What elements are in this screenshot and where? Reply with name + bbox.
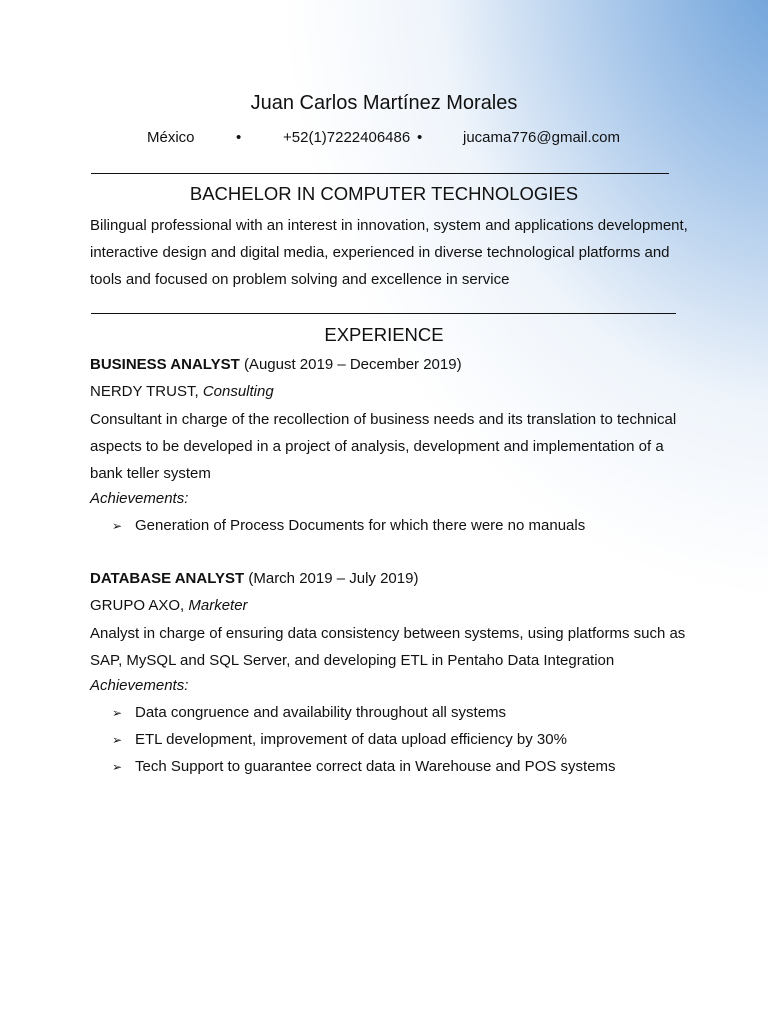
achievement-item (112, 731, 567, 748)
arrow-bullet-icon: ➢ (112, 760, 123, 774)
job-description: Consultant in charge of the recollection of business needs and its translation to technical aspects to be developed in a project of analysis, development and implementation of a bank teller system (90, 411, 677, 482)
company-type: Marketer (188, 597, 248, 614)
achievements-label: Achievements: (90, 677, 189, 694)
achievement-item (112, 758, 616, 775)
company-name: GRUPO AXO, (90, 597, 185, 614)
separator-dot: • (236, 129, 242, 146)
job-role: BUSINESS ANALYST (90, 356, 240, 373)
summary-paragraph: Bilingual professional with an interest in innovation, system and applications development, interactive design and digital media, experienced in diverse technological platforms and tools and focused on problem solving and excellence in service (90, 217, 688, 288)
job-company-line (90, 597, 248, 614)
phone: +52(1)7222406486 (283, 129, 411, 146)
experience-title: EXPERIENCE (324, 324, 444, 345)
achievement-text: Data congruence and availability throughout all systems (135, 704, 507, 721)
arrow-bullet-icon: ➢ (112, 519, 123, 533)
achievement-item (112, 704, 506, 721)
job-company-line (90, 383, 274, 400)
achievement-text: ETL development, improvement of data upload efficiency by 30% (135, 731, 567, 748)
achievement-text: Generation of Process Documents for which there were no manuals (135, 517, 586, 534)
job-heading (90, 570, 418, 587)
job-description: Analyst in charge of ensuring data consistency between systems, using platforms such as SAP, MySQL and SQL Server, and developing ETL in Pentaho Data Integration (90, 625, 686, 669)
location: México (147, 129, 195, 146)
degree-title: BACHELOR IN COMPUTER TECHNOLOGIES (189, 183, 579, 204)
achievements-label: Achievements: (90, 490, 189, 507)
divider (91, 313, 676, 314)
arrow-bullet-icon: ➢ (112, 733, 123, 747)
applicant-name: Juan Carlos Martínez Morales (250, 92, 518, 114)
job-heading (90, 356, 462, 373)
company-type: Consulting (202, 383, 274, 400)
achievement-item (112, 517, 585, 534)
divider (91, 173, 669, 174)
achievement-text: Tech Support to guarantee correct data in Warehouse and POS systems (135, 758, 616, 775)
job-role: DATABASE ANALYST (90, 570, 245, 587)
arrow-bullet-icon: ➢ (112, 706, 123, 720)
company-name: NERDY TRUST, (90, 383, 199, 400)
separator-dot: • (417, 129, 423, 146)
job-dates: (August 2019 – December 2019) (243, 356, 462, 373)
email: jucama776@gmail.com (463, 129, 620, 146)
job-dates: (March 2019 – July 2019) (248, 570, 419, 587)
